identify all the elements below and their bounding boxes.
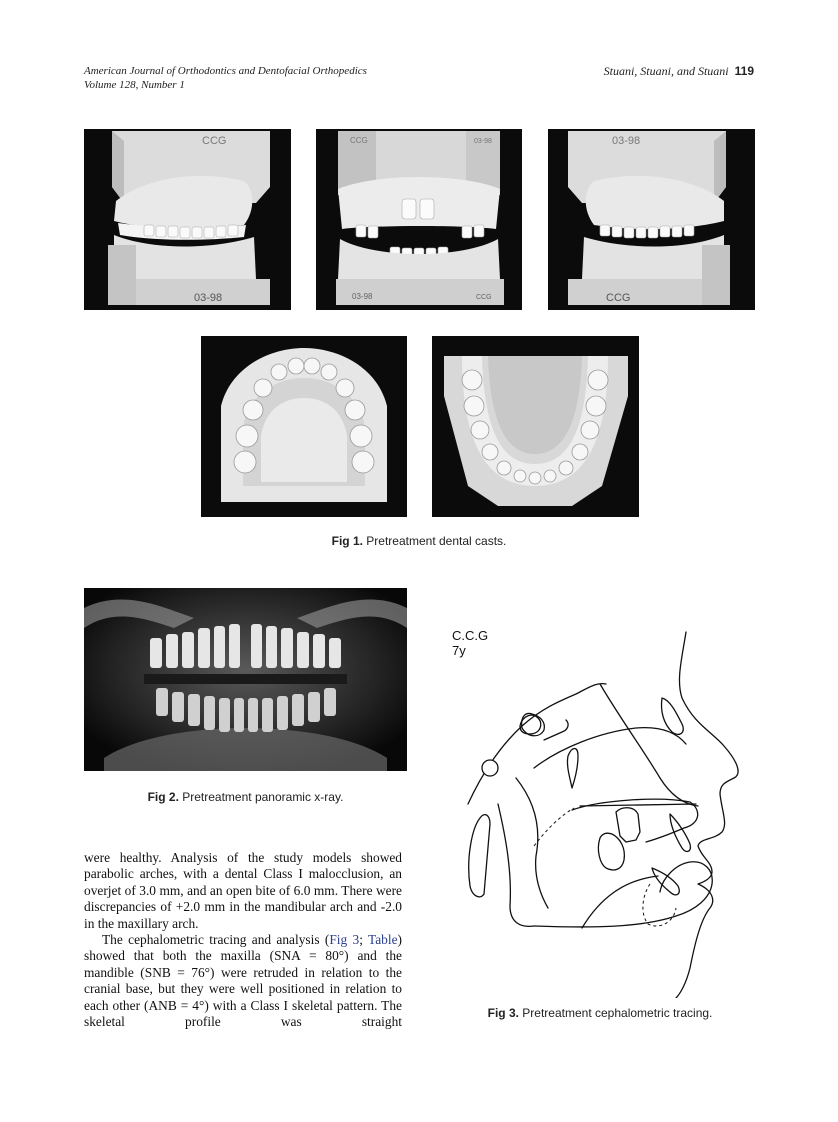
page-number: 119 xyxy=(734,64,754,78)
cranial-outline xyxy=(468,684,606,804)
dashed-pharynx-line xyxy=(534,808,574,846)
panoramic-xray xyxy=(84,588,407,771)
pterygoid-plate xyxy=(469,815,490,897)
soft-tissue-profile xyxy=(676,632,738,998)
paragraph-2-part-1: The cephalometric tracing and analysis ( xyxy=(102,932,330,948)
orbit xyxy=(661,698,683,734)
cephalometric-tracing xyxy=(450,628,760,998)
cast-label-right-bottom: 03-98 xyxy=(194,292,223,304)
authors: Stuani, Stuani, and Stuani xyxy=(603,64,729,78)
cast-photo-left-lateral xyxy=(548,129,755,310)
tracing-patient-id: C.C.G xyxy=(452,628,489,643)
fig2-label: Fig 2. xyxy=(147,790,179,804)
journal-title: American Journal of Orthodontics and Dentofacial Orthopedics xyxy=(84,65,367,77)
cast-label-front-bottom-left: 03-98 xyxy=(352,292,373,301)
fig3-label: Fig 3. xyxy=(487,1006,519,1020)
pterygoid-fissure xyxy=(567,749,578,789)
fig3-link[interactable]: Fig 3 xyxy=(329,932,360,948)
ptm-line xyxy=(516,778,548,908)
fig2-caption xyxy=(84,790,407,804)
cast-photo-occlusal-mandibular xyxy=(432,336,639,517)
running-header-right xyxy=(604,64,754,78)
cast-photo-frontal xyxy=(316,129,522,310)
upper-molar-tooth xyxy=(616,808,640,842)
cast-label-front-top-right: 03-98 xyxy=(474,138,492,145)
dashed-symphysis xyxy=(643,884,676,926)
tracing-patient-age: 7y xyxy=(452,643,466,658)
body-text xyxy=(84,850,402,1030)
fig3-caption xyxy=(440,1006,760,1020)
running-header-left xyxy=(84,64,367,92)
lower-premolar-tooth xyxy=(598,833,624,870)
mandibular-border xyxy=(534,862,712,927)
paragraph-2-part-2: ; xyxy=(359,932,368,948)
cast-photo-right-lateral xyxy=(84,129,291,310)
fig1-caption xyxy=(0,534,838,548)
paragraph-1: were healthy. Analysis of the study models showed parabolic arches, with a dental Class I malocclusion, an overjet of 3.0 mm, and an open bite of 6.0 mm. There were discrepancies of +2.0 mm in the mandibular arch and -2.0 in the maxillary arch. xyxy=(84,850,402,931)
fig2-caption-text: Pretreatment panoramic x-ray. xyxy=(182,790,344,804)
table-link[interactable]: Table xyxy=(368,932,398,948)
fig1-caption-text: Pretreatment dental casts. xyxy=(366,534,507,548)
ramus-posterior xyxy=(498,804,534,926)
cast-photo-occlusal-maxillary xyxy=(201,336,407,517)
nasal-line xyxy=(600,684,698,806)
paragraph-2-part-3: ) showed that both the maxilla (SNA = 80°) and the mandible (SNB = 76°) were retruded in relation to the cranial base, but they were well positioned in relation to each other (ANB = 4°) with a Class I skeletal pattern. The skeletal profile was straight xyxy=(84,932,403,1030)
paragraph-2 xyxy=(84,932,402,1030)
cast-label-front-top-left: CCG xyxy=(350,136,368,145)
cast-label-front-bottom-right: CCG xyxy=(476,294,492,301)
mandible-lingual xyxy=(582,876,658,928)
cast-label-left-top: 03-98 xyxy=(612,135,641,147)
fig3-caption-text: Pretreatment cephalometric tracing. xyxy=(522,1006,713,1020)
fig1-label: Fig 1. xyxy=(331,534,363,548)
porion-circle xyxy=(482,760,498,776)
sphenoid xyxy=(544,720,568,740)
cast-label-right-top: CCG xyxy=(202,135,227,147)
lower-incisor-tooth xyxy=(652,868,679,895)
journal-volume: Volume 128, Number 1 xyxy=(84,79,185,91)
cast-label-left-bottom: CCG xyxy=(606,292,631,304)
